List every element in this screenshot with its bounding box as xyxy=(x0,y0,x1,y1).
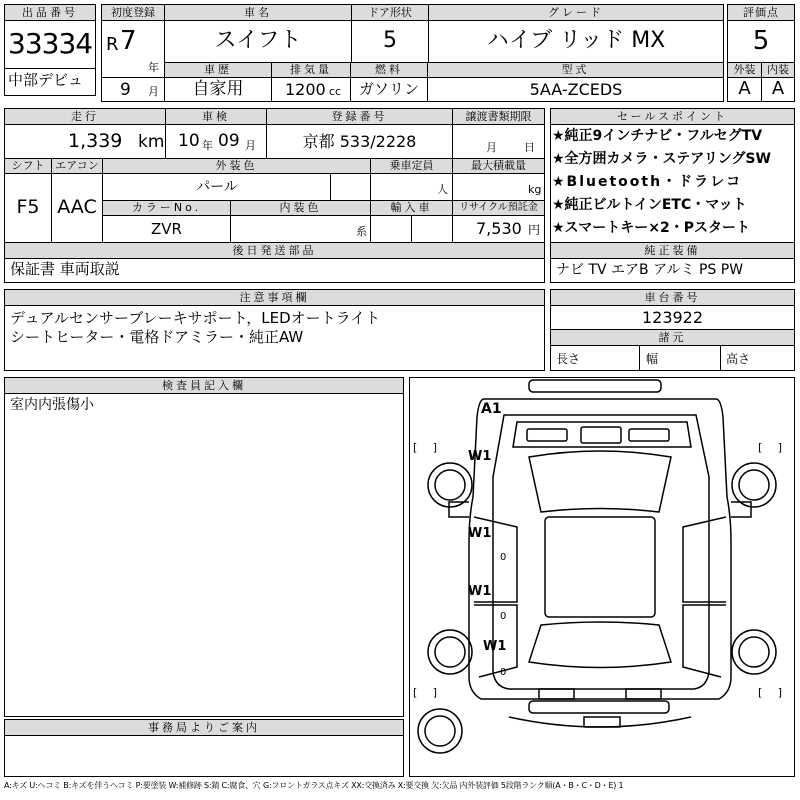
plate-label: 登録番号 xyxy=(267,109,452,125)
first-reg-year-unit: 年 xyxy=(148,61,159,74)
fuel-label: 燃料 xyxy=(351,63,427,78)
auction-corner: 中部デビュ xyxy=(8,71,84,89)
max-load-label: 最大積載量 xyxy=(453,159,544,174)
fuel-value: ガソリン xyxy=(358,80,419,98)
score-label: 評価点 xyxy=(728,5,794,21)
history-value: 自家用 xyxy=(192,79,244,99)
sales-points-label: セールスポイント xyxy=(551,109,794,125)
sales-point-item: ★Bluetooth・ドラレコ xyxy=(552,174,743,190)
diagram-bracket: [ ] xyxy=(413,686,438,699)
specs-label: 諸元 xyxy=(551,330,794,346)
recycle-value: 7,530 xyxy=(476,219,522,238)
shift-value: F5 xyxy=(16,196,40,218)
later-parts-label: 後日発送部品 xyxy=(5,243,544,259)
diagram-bracket: [ ] xyxy=(413,441,438,454)
mileage-label: 走行 xyxy=(5,109,165,125)
ext-grade-value: A xyxy=(738,78,751,99)
first-reg-year: 7 xyxy=(120,26,137,56)
zero-mark: 0 xyxy=(500,611,507,622)
recycle-label: リサイクル預託金 xyxy=(453,201,544,216)
inspection-month-unit: 月 xyxy=(245,139,256,152)
transfer-day-unit: 日 xyxy=(524,141,535,154)
legend-text: A:キズ U:ヘコミ B:キズを伴うヘコミ P:要塗装 W:補修跡 S:錆 C:腐食、穴 G:フロントガラス点キズ XX:交換済み X:要交換 欠:欠品 内外装評価 5段階ランク順(A・B・C・D・E) 1 xyxy=(4,781,624,790)
displacement-value: 1200 xyxy=(285,80,326,99)
sales-point-item: ★スマートキー×2・Pスタート xyxy=(552,220,751,236)
chassis-value: 123922 xyxy=(641,308,704,327)
door-label: ドア形状 xyxy=(352,5,428,21)
history-label: 車歴 xyxy=(165,63,271,78)
first-reg-label: 初度登録 xyxy=(102,5,164,21)
equipment-label: 純正装備 xyxy=(551,243,794,259)
displacement-label: 排気量 xyxy=(272,63,350,78)
era-prefix: R xyxy=(106,34,119,55)
score-value: 5 xyxy=(752,26,770,56)
damage-mark: W1 xyxy=(468,449,492,464)
zero-mark: 0 xyxy=(500,552,507,563)
shift-label: シフト xyxy=(5,159,51,174)
int-grade-label: 内装 xyxy=(762,63,794,78)
damage-mark: W1 xyxy=(483,639,507,654)
diagram-bracket: [ ] xyxy=(758,686,783,699)
later-parts-value: 保証書 車両取説 xyxy=(10,260,120,278)
sales-point-item: ★純正ビルトインETC・マット xyxy=(552,197,747,213)
zero-mark: 0 xyxy=(500,667,507,678)
damage-mark: A1 xyxy=(481,401,502,417)
color-no-value: ZVR xyxy=(151,220,182,238)
inspection-month: 09 xyxy=(218,131,240,151)
ext-color-label: 外装色 xyxy=(103,159,370,174)
aircon-value: AAC xyxy=(57,196,97,218)
door-value: 5 xyxy=(383,28,397,53)
transfer-month-unit: 月 xyxy=(486,141,497,154)
ext-color-value: パール xyxy=(196,179,238,195)
diagram-bracket: [ ] xyxy=(758,441,783,454)
ext-grade-label: 外装 xyxy=(728,63,761,78)
inspector-box xyxy=(4,377,404,717)
capacity-label: 乗車定員 xyxy=(371,159,452,174)
equipment-value: ナビ TV エアB アルミ PS PW xyxy=(556,262,744,278)
model-code-label: 型式 xyxy=(428,63,723,78)
spec-height-label: 高さ xyxy=(726,352,751,366)
notes-line: シートヒーター・電格ドアミラー・純正AW xyxy=(10,328,304,346)
plate-value: 京都 533/2228 xyxy=(302,132,417,151)
recycle-unit: 円 xyxy=(528,223,541,237)
car-name-label: 車名 xyxy=(165,5,351,21)
damage-mark: W1 xyxy=(468,584,492,599)
notes-line: デュアルセンサーブレーキサポート，LEDオートライト xyxy=(10,309,381,327)
model-code-value: 5AA-ZCEDS xyxy=(529,80,623,99)
car-outline-diagram xyxy=(409,377,795,777)
grade-value: ハイブ リッド MX xyxy=(486,28,666,53)
mileage-value: 1,339 xyxy=(68,130,123,152)
damage-mark: W1 xyxy=(468,526,492,541)
inspection-year-unit: 年 xyxy=(202,139,213,152)
transfer-label: 譲渡書類期限 xyxy=(453,109,544,125)
capacity-unit: 人 xyxy=(437,183,448,196)
first-reg-month-unit: 月 xyxy=(148,85,159,98)
first-reg-month: 9 xyxy=(120,80,131,100)
int-grade-value: A xyxy=(771,78,785,99)
lot-label: 出品番号 xyxy=(5,5,95,21)
notes-label: 注意事項欄 xyxy=(5,290,544,306)
lot-number: 33334 xyxy=(8,27,93,60)
int-color-label: 内装色 xyxy=(231,201,370,216)
inspection-label: 車検 xyxy=(166,109,266,125)
spec-width-label: 幅 xyxy=(646,352,659,366)
import-label: 輸入車 xyxy=(371,201,452,216)
mileage-unit: km xyxy=(138,132,165,152)
inspector-label: 検査員記入欄 xyxy=(5,378,403,394)
inspection-year: 10 xyxy=(178,131,200,151)
color-no-label: カラーNo. xyxy=(103,201,230,216)
displacement-unit: cc xyxy=(329,85,342,98)
car-name-value: スイフト xyxy=(214,28,302,53)
grade-label: グレード xyxy=(429,5,723,21)
sales-point-item: ★純正9インチナビ・フルセグTV xyxy=(552,128,763,144)
spec-length-label: 長さ xyxy=(556,352,581,366)
inspector-value: 室内内張傷小 xyxy=(10,397,94,413)
max-load-unit: kg xyxy=(528,183,542,196)
chassis-label: 車台番号 xyxy=(551,290,794,306)
sales-point-item: ★全方囲カメラ・ステアリングSW xyxy=(552,151,771,167)
office-label: 事務局よりご案内 xyxy=(5,720,403,736)
aircon-label: エアコン xyxy=(52,159,102,174)
int-color-unit: 系 xyxy=(356,225,367,238)
